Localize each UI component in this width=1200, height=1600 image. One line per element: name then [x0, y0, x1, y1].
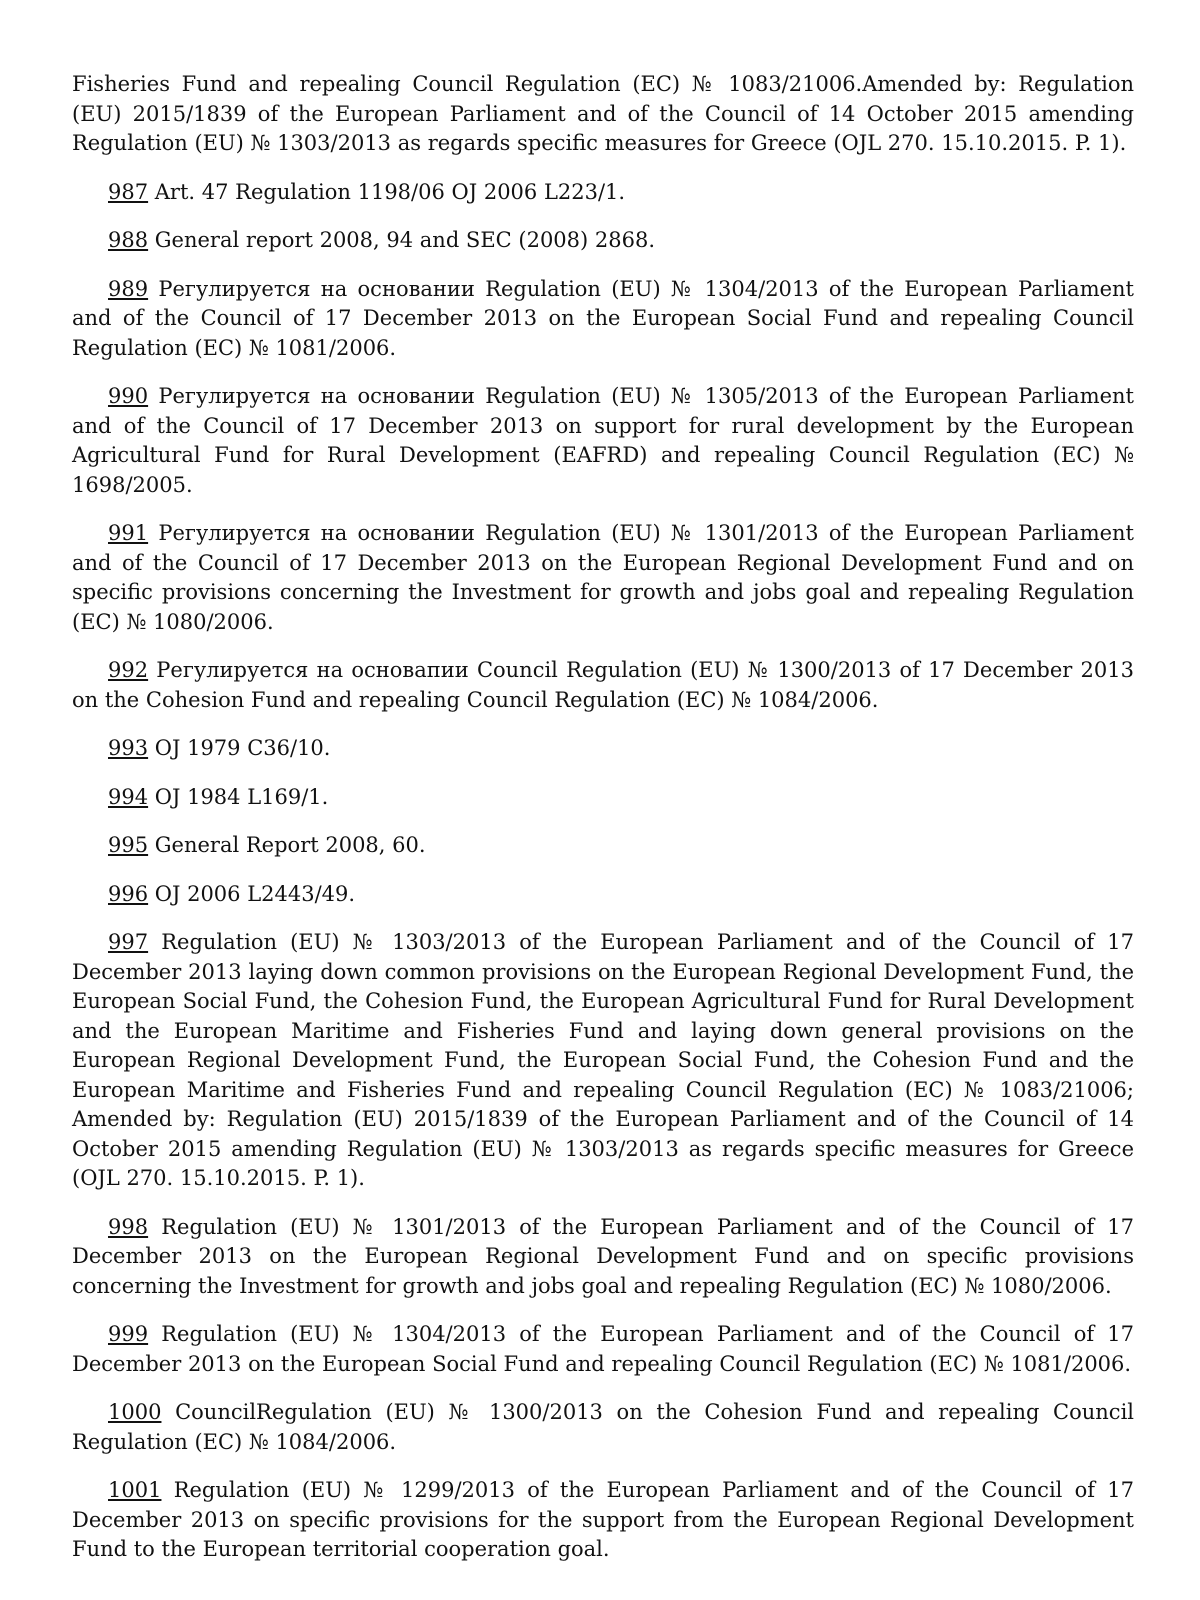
- footnote-1001: [72, 1476, 1134, 1565]
- footnote-ref-994[interactable]: 994: [108, 784, 149, 809]
- footnote-text: Регулируется на основании Regulation (EU) № 1301/2013 of the European Parliament and of the Council of 17 December 2013 on the European Regional Development Fund and on specific provisions concerning the Investment for growth and jobs goal and repealing Regulation (EC) № 1080/2006.: [72, 521, 1134, 634]
- footnote-text: Fisheries Fund and repealing Council Regulation (EC) № 1083/21006.Amended by: Regulation (EU) 2015/1839 of the European Parliament and of the Council of 14 October 2015 amending Regulation (EU) № 1303/2013 as regards specific measures for Greece (OJL 270. 15.10.2015. P. 1).: [72, 72, 1134, 155]
- footnote-text: Регулируется на основании Regulation (EU) № 1304/2013 of the European Parliament and of the Council of 17 December 2013 on the European Social Fund and repealing Council Regulation (EC) № 1081/2006.: [72, 276, 1134, 360]
- footnote-999: [72, 1320, 1134, 1379]
- footnote-text: Art. 47 Regulation 1198/06 OJ 2006 L223/1.: [148, 179, 626, 204]
- footnote-text: CouncilRegulation (EU) № 1300/2013 on the Cohesion Fund and repealing Council Regulation (EC) № 1084/2006.: [72, 1400, 1134, 1454]
- footnote-ref-987[interactable]: 987: [108, 179, 149, 204]
- footnote-998: [72, 1213, 1134, 1302]
- footnote-1000: [72, 1398, 1134, 1457]
- footnote-997: [72, 928, 1134, 1194]
- footnote-995: [72, 831, 1134, 861]
- footnote-continuation: [72, 70, 1134, 159]
- footnote-ref-993[interactable]: 993: [108, 736, 149, 760]
- footnote-ref-997[interactable]: 997: [108, 930, 149, 954]
- footnote-text: OJ 1984 L169/1.: [148, 784, 329, 809]
- footnote-ref-996[interactable]: 996: [108, 881, 149, 906]
- footnote-text: General Report 2008, 60.: [148, 833, 426, 857]
- footnote-ref-990[interactable]: 990: [108, 384, 149, 408]
- footnote-text: Regulation (EU) № 1299/2013 of the European Parliament and of the Council of 17 December 2013 on specific provisions for the support from the European Regional Development Fund to the European territorial cooperation goal.: [72, 1478, 1134, 1561]
- footnote-ref-989[interactable]: 989: [108, 276, 149, 301]
- footnote-text: OJ 1979 C36/10.: [148, 736, 331, 760]
- footnote-991: [72, 519, 1134, 637]
- footnote-989: [72, 275, 1134, 364]
- footnote-text: Regulation (EU) № 1303/2013 of the European Parliament and of the Council of 17 December 2013 laying down common provisions on the European Regional Development Fund, the European Social Fund, the Cohesion Fund, the European Agricultural Fund for Rural Development and the European Maritime and Fisheries Fund and laying down general provisions on the European Regional Development Fund, the European Social Fund, the Cohesion Fund and the European Maritime and Fisheries Fund and repealing Council Regulation (EC) № 1083/21006; Amended by: Regulation (EU) 2015/1839 of the European Parliament and of the Council of 14 October 2015 amending Regulation (EU) № 1303/2013 as regards specific measures for Greece (OJL 270. 15.10.2015. P. 1).: [72, 930, 1134, 1190]
- footnote-ref-995[interactable]: 995: [108, 833, 149, 857]
- footnote-ref-998[interactable]: 998: [108, 1214, 149, 1239]
- footnote-994: [72, 783, 1134, 813]
- footnote-text: Regulation (EU) № 1301/2013 of the European Parliament and of the Council of 17 December 2013 on the European Regional Development Fund and on specific provisions concerning the Investment for growth and jobs goal and repealing Regulation (EC) № 1080/2006.: [72, 1214, 1134, 1298]
- footnote-text: Регулируется на основапии Council Regulation (EU) № 1300/2013 of 17 December 2013 on the Cohesion Fund and repealing Council Regulation (EC) № 1084/2006.: [72, 658, 1134, 712]
- footnote-text: OJ 2006 L2443/49.: [148, 881, 356, 906]
- footnote-ref-988[interactable]: 988: [108, 228, 149, 252]
- footnote-990: [72, 382, 1134, 500]
- footnote-993: [72, 734, 1134, 764]
- footnote-ref-1000[interactable]: 1000: [108, 1400, 162, 1424]
- footnote-ref-992[interactable]: 992: [108, 658, 149, 682]
- footnote-ref-999[interactable]: 999: [108, 1322, 149, 1346]
- footnote-992: [72, 656, 1134, 715]
- footnote-ref-1001[interactable]: 1001: [108, 1478, 162, 1502]
- footnote-987: [72, 178, 1134, 208]
- footnote-text: Регулируется на основании Regulation (EU) № 1305/2013 of the European Parliament and of the Council of 17 December 2013 on support for rural development by the European Agricultural Fund for Rural Development (EAFRD) and repealing Council Regulation (EC) № 1698/2005.: [72, 384, 1134, 497]
- footnote-ref-991[interactable]: 991: [108, 521, 149, 545]
- footnote-996: [72, 880, 1134, 910]
- footnote-988: [72, 226, 1134, 256]
- footnote-text: General report 2008, 94 and SEC (2008) 2868.: [148, 228, 656, 252]
- footnote-text: Regulation (EU) № 1304/2013 of the European Parliament and of the Council of 17 December 2013 on the European Social Fund and repealing Council Regulation (EC) № 1081/2006.: [72, 1322, 1134, 1376]
- footnotes-page: [72, 70, 1134, 1584]
